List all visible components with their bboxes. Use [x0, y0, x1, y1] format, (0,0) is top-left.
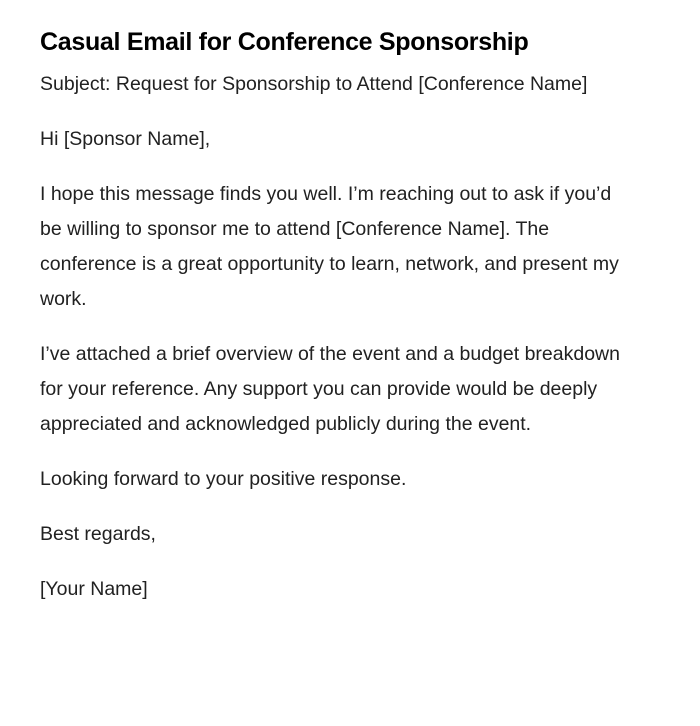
document-title: Casual Email for Conference Sponsorship — [40, 28, 529, 56]
closing-line: Looking forward to your positive response. — [40, 468, 407, 490]
signature: [Your Name] — [40, 578, 148, 600]
greeting: Hi [Sponsor Name], — [40, 128, 211, 150]
sign-off: Best regards, — [40, 523, 156, 545]
body-paragraph: I’ve attached a brief overview of the event and a budget breakdown for your reference. Any support you can provide would be deeply appreciated and acknowledged publicly during the event. — [40, 343, 620, 435]
subject-line: Subject: Request for Sponsorship to Attend [Conference Name] — [40, 73, 588, 95]
body-paragraph: I hope this message finds you well. I’m reaching out to ask if you’d be willing to sponsor me to attend [Conference Name]. The conference is a great opportunity to learn, network, and present my work. — [40, 183, 619, 310]
